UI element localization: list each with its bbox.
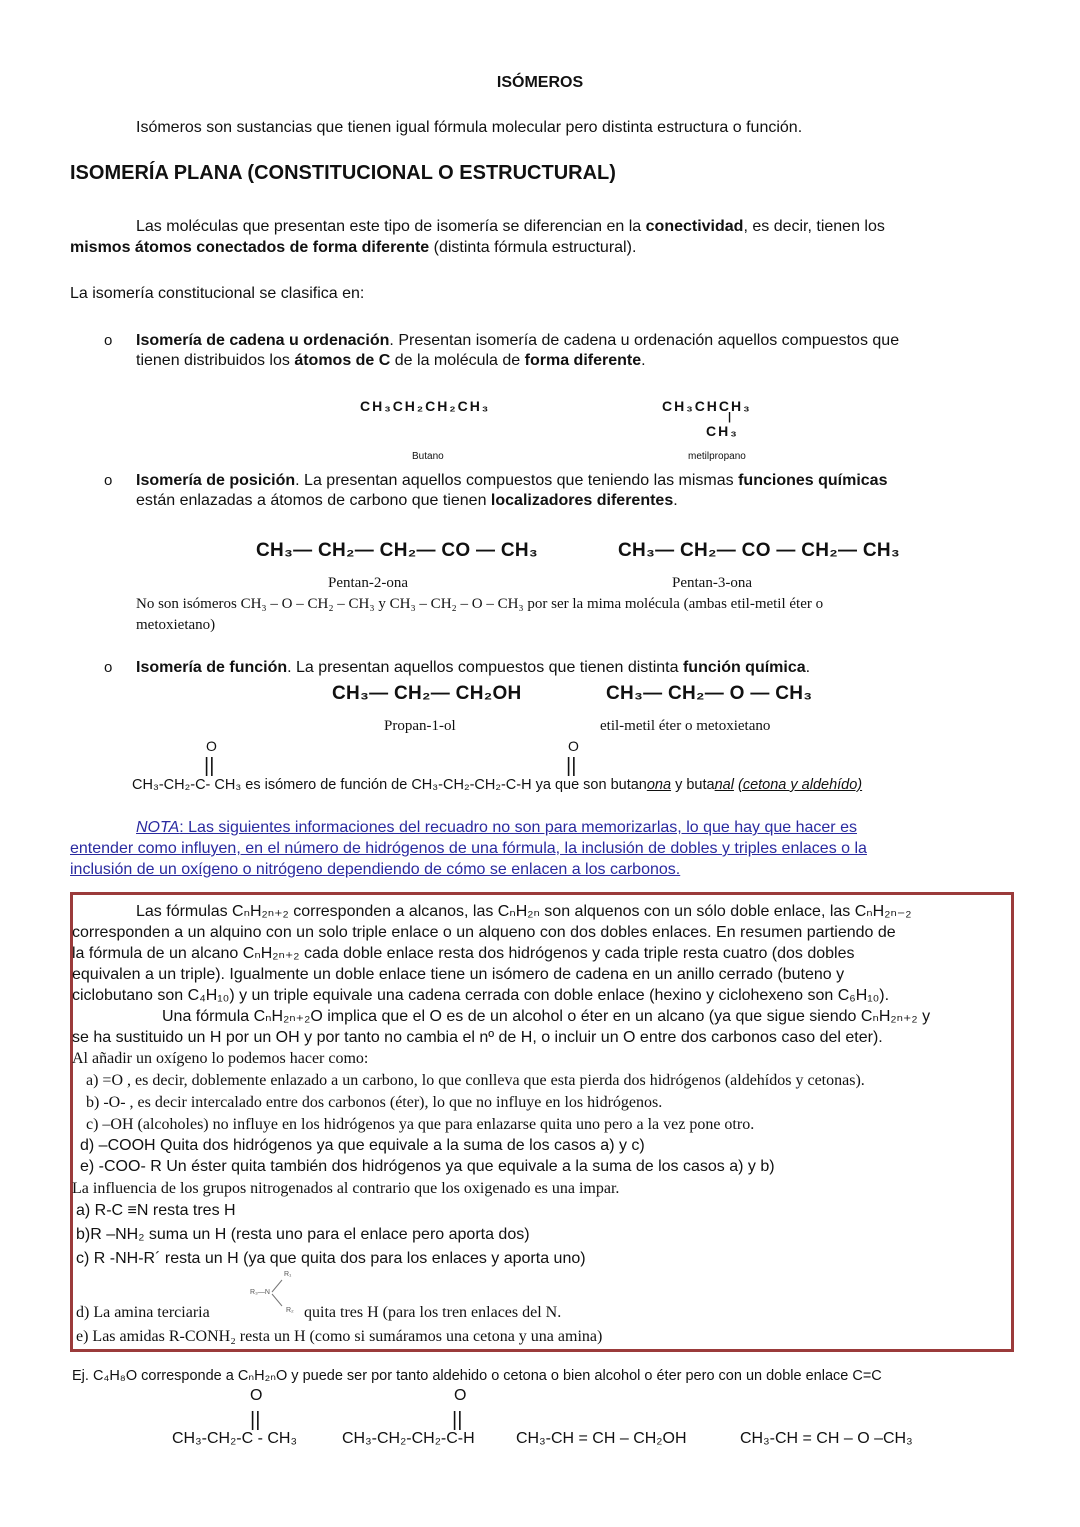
label-metoxietano: etil-metil éter o metoxietano (600, 718, 771, 734)
box-line: La influencia de los grupos nitrogenados al contrario que los oxigenado es una impar. (72, 1180, 620, 1197)
amine-substituent: R₁ (284, 1271, 292, 1278)
intro-text: Isómeros son sustancias que tienen igual fórmula molecular pero distinta estructura o función. (136, 119, 803, 136)
bold-text: función química (682, 659, 806, 676)
text: . La presentan aquellos compuestos que tienen distinta (287, 659, 683, 676)
page-title: ISÓMEROS (496, 74, 584, 91)
example-formula-alcohol: CH₃-CH = CH – CH₂OH (516, 1430, 687, 1447)
formula-metilpropano-main: CH₃CHCH₃ (662, 398, 752, 414)
bold-text: Isomería de posición (136, 472, 296, 489)
bold-text: Isomería de cadena u ordenación (136, 332, 390, 349)
text: . La presentan aquellos compuestos que teniendo las mismas (295, 472, 739, 489)
label-pentan-2-ona: Pentan-2-ona (328, 575, 408, 591)
bold-text: localizadores diferentes (490, 492, 674, 509)
box-nitrogen-item: a) R-C ≡N resta tres H (76, 1202, 236, 1219)
section-paragraph-line2 (70, 237, 636, 258)
bold-text: conectividad (645, 218, 744, 235)
bold-text: mismos átomos conectados de forma diferente (70, 239, 430, 256)
box-list-item: d) –COOH Quita dos hidrógenos ya que equivale a la suma de los casos a) y c) (80, 1137, 645, 1154)
posicion-line1 (136, 470, 887, 491)
classification-intro: La isomería constitucional se clasifica en: (70, 285, 365, 302)
box-line: Al añadir un oxígeno lo podemos hacer como: (72, 1050, 369, 1067)
oxygen-atom: O (206, 738, 217, 754)
formula-metilpropano-branch: CH₃ (706, 423, 739, 439)
label-metilpropano: metilpropano (688, 451, 746, 462)
section-paragraph-line1 (136, 216, 885, 237)
text: de la molécula de (390, 352, 525, 369)
italic-underlined-text: ona (646, 777, 672, 793)
funcion-line1 (136, 657, 810, 678)
formula-pentan-3-ona: CH₃— CH₂— CO — CH₂— CH₃ (618, 540, 901, 561)
cadena-line1 (136, 330, 899, 351)
box-list-item: c) –OH (alcoholes) no influye en los hidrógenos ya que para enlazarse quita uno pero a la vez pone otro. (86, 1116, 755, 1133)
bold-text: Isomería de función (136, 659, 288, 676)
text: tienen distribuidos los (136, 352, 295, 369)
posicion-note-line2: metoxietano) (136, 617, 216, 633)
example-formula-butanal: CH₃-CH₂-CH₂-C-H (342, 1430, 475, 1447)
bullet-marker: o (104, 659, 113, 676)
example-line: Ej. C₄H₈O corresponde a CₙH₂ₙO y puede ser por tanto aldehido o cetona o bien alcohol o éter pero con un doble enlace C=C (72, 1368, 882, 1384)
box-line: Una fórmula CₙH₂ₙ₊₂O implica que el O es de un alcohol o éter en un alcano (ya que sigue siendo CₙH₂ₙ₊₂ y (162, 1008, 931, 1025)
bold-text: forma diferente (524, 352, 642, 369)
bold-text: funciones químicas (738, 472, 888, 489)
double-bond: || (452, 1409, 463, 1431)
box-line: corresponden a un alquino con un solo triple enlace o un alqueno con dos dobles enlaces. En resumen partiendo de (72, 924, 896, 941)
double-bond: || (250, 1409, 261, 1431)
box-line: ciclobutano son C₄H₁₀) y un triple equivale una cadena cerrada con doble enlace (hexino y ciclohexeno son C₆H₁₀). (72, 987, 890, 1004)
double-bond: || (566, 755, 577, 777)
text: están enlazadas a átomos de carbono que tienen (136, 492, 491, 509)
text: . (673, 492, 678, 509)
oxygen-atom: O (454, 1387, 467, 1404)
nota-label: NOTA (136, 819, 180, 836)
box-nitrogen-item: c) R -NH-R´ resta un H (ya que quita dos para los enlaces y aporta uno) (76, 1250, 586, 1267)
text: . Presentan isomería de cadena u ordenación aquellos compuestos que (389, 332, 900, 349)
nota-line2: entender como influyen, en el número de hidrógenos de una fórmula, la inclusión de dobles y triples enlaces o la (70, 840, 867, 857)
box-list-item: a) =O , es decir, doblemente enlazado a un carbono, lo que conlleva que esta pierda dos hidrógenos (aldehídos y cetonas). (86, 1072, 865, 1089)
posicion-line2 (136, 490, 678, 511)
text: , es decir, tienen los (743, 218, 885, 235)
text: CH₃-CH₂-C- CH₃ es isómero de función de CH₃-CH₂-CH₂-C-H ya que son butan (132, 777, 647, 793)
formula-pentan-2-ona: CH₃— CH₂— CH₂— CO — CH₃ (256, 540, 539, 561)
cadena-line2 (136, 350, 646, 371)
text: y buta (671, 777, 715, 793)
oxygen-atom: O (250, 1387, 263, 1404)
box-nitrogen-item: d) La amina terciaria (76, 1304, 210, 1321)
formula-metoxietano: CH₃— CH₂— O — CH₃ (606, 683, 813, 704)
box-nitrogen-item: b)R –NH₂ suma un H (resta uno para el enlace pero aporta dos) (76, 1226, 530, 1243)
bullet-marker: o (104, 472, 113, 489)
text: . (805, 659, 811, 676)
formula-propan-1-ol: CH₃— CH₂— CH₂OH (332, 683, 522, 704)
label-pentan-3-ona: Pentan-3-ona (672, 575, 752, 591)
text: (distinta fórmula estructural). (429, 239, 637, 256)
nota-line3: inclusión de un oxígeno o nitrógeno dependiendo de cómo se enlacen a los carbonos. (70, 861, 681, 878)
label-butano: Butano (412, 451, 444, 462)
box-list-item: e) -COO- R Un éster quita también dos hidrógenos ya que equivale a la suma de los casos a) y b) (80, 1158, 775, 1175)
example-formula-ether: CH₃-CH = CH – O –CH₃ (740, 1430, 913, 1447)
box-line: Las fórmulas CₙH₂ₙ₊₂ corresponden a alcanos, las CₙH₂ₙ son alquenos con un sólo doble enlace, las CₙH₂ₙ₋₂ (136, 903, 912, 920)
oxygen-atom: O (568, 738, 579, 754)
box-nitrogen-item: quita tres H (para los tren enlaces del N. (304, 1304, 562, 1321)
double-bond: || (204, 755, 215, 777)
funcion-example-line (132, 777, 862, 793)
nota-line1 (136, 817, 1008, 838)
italic-underlined-text: nal (714, 777, 734, 793)
text: . (641, 352, 646, 369)
text: : Las siguientes informaciones del recuadro no son para memorizarlas, lo que hay que hacer es (179, 819, 857, 836)
bond-line: | (728, 411, 732, 423)
box-line: la fórmula de un alcano CₙH₂ₙ₊₂ cada doble enlace resta dos hidrógenos y cada triple resta cuatro (dos dobles (72, 945, 855, 962)
box-nitrogen-item: e) Las amidas R-CONH₂ resta un H (como si sumáramos una cetona y una amina) (76, 1328, 603, 1345)
example-formula-butanona: CH₃-CH₂-C - CH₃ (172, 1430, 297, 1447)
box-list-item: b) -O- , es decir intercalado entre dos carbonos (éter), lo que no influye en los hidrógenos. (86, 1094, 663, 1111)
italic-underlined-text: (cetona y aldehído) (737, 777, 863, 793)
amine-bonds-diagram (268, 1276, 288, 1310)
amine-substituent: R₂ (286, 1307, 294, 1314)
label-propan-1-ol: Propan-1-ol (384, 718, 456, 734)
bullet-marker: o (104, 332, 113, 349)
amine-substituent: R₃—N (250, 1289, 270, 1296)
box-line: equivalen a un triple). Igualmente un doble enlace tiene un isómero de cadena en un anillo cerrado (buteno y (72, 966, 845, 983)
box-line: se ha sustituido un H por un OH y por tanto no cambia el nº de H, o incluir un O entre dos carbonos caso del eter). (72, 1029, 883, 1046)
text: Las moléculas que presentan este tipo de isomería se diferencian en la (136, 218, 646, 235)
posicion-note-line1: No son isómeros CH₃ – O – CH₂ – CH₃ y CH₃ – CH₂ – O – CH₃ por ser la mima molécula (ambas etil-metil éter o (136, 596, 824, 612)
section-heading: ISOMERÍA PLANA (CONSTITUCIONAL O ESTRUCTURAL) (70, 162, 616, 184)
formula-butano: CH₃CH₂CH₂CH₃ (360, 398, 491, 414)
bold-text: átomos de C (294, 352, 391, 369)
